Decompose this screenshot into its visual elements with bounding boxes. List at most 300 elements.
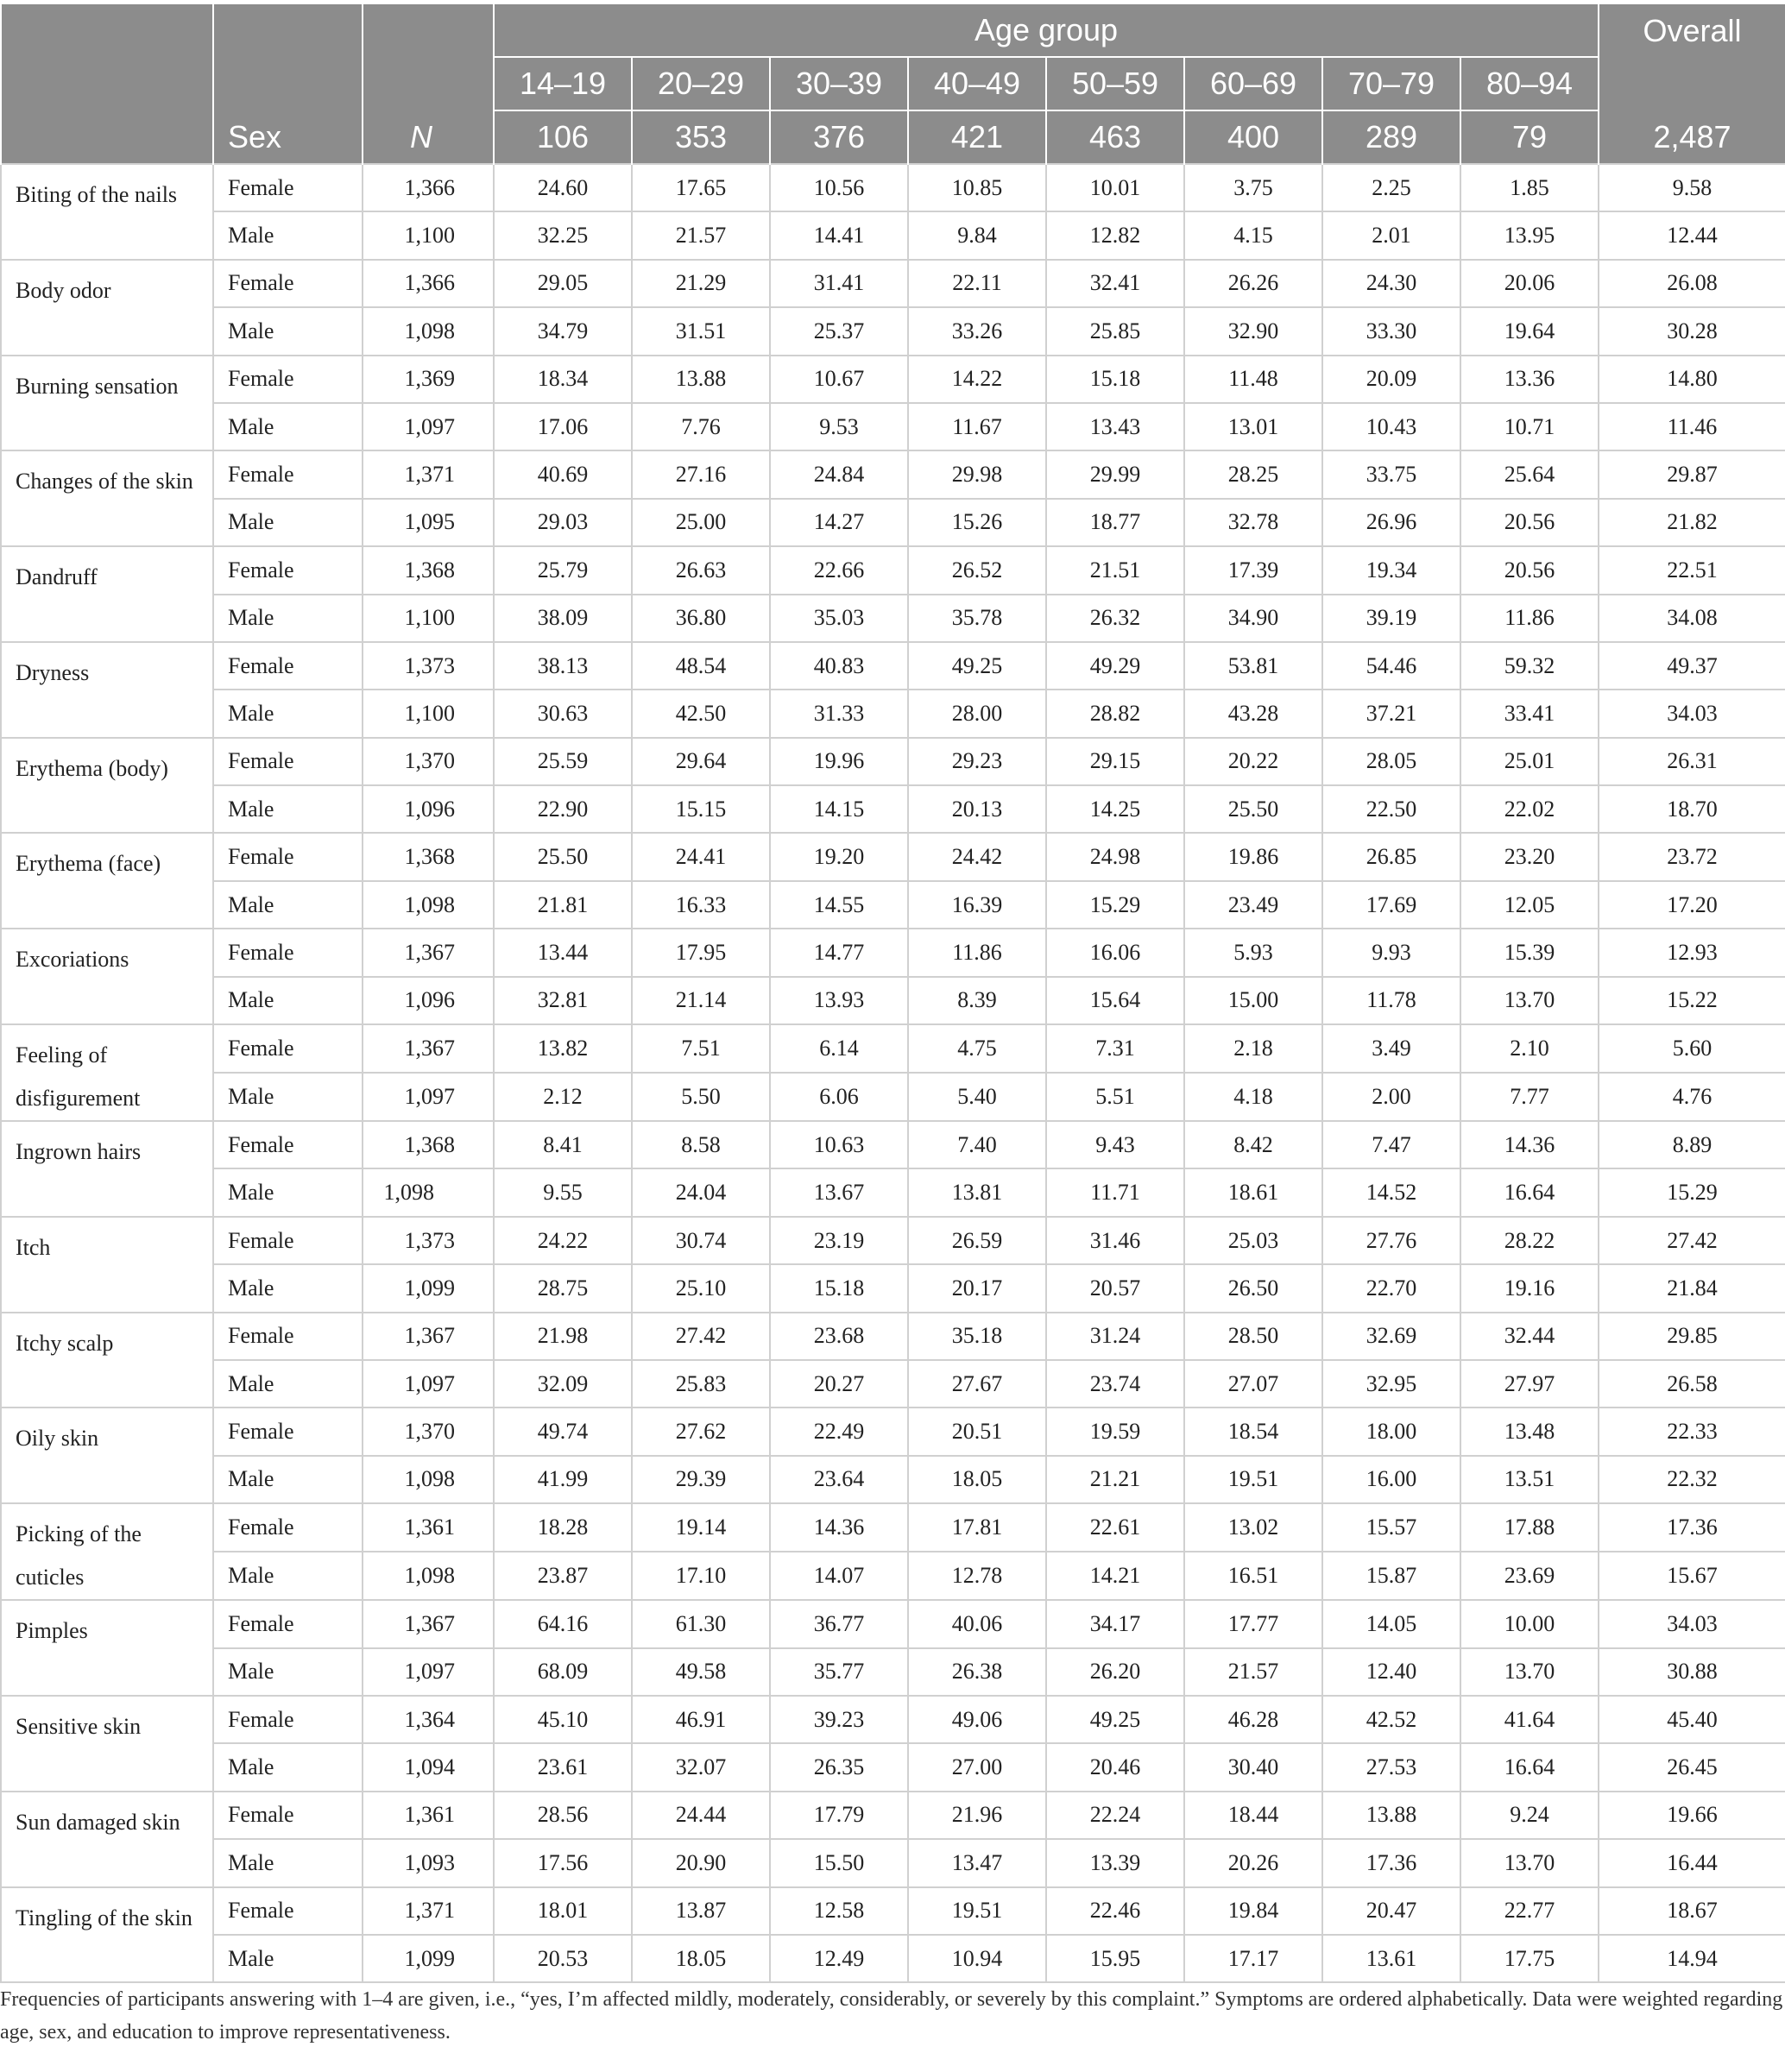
sex-cell: Female	[213, 1792, 363, 1839]
header-age-group: Age group	[494, 4, 1599, 57]
sex-cell: Female	[213, 450, 363, 498]
table-row	[1, 307, 1785, 355]
value-cell: 29.03	[494, 499, 632, 546]
value-cell: 5.93	[1184, 929, 1322, 976]
header-group-n: 353	[632, 110, 770, 164]
value-cell: 10.85	[908, 164, 1046, 211]
value-cell: 23.19	[770, 1217, 908, 1264]
value-cell: 25.37	[770, 307, 908, 355]
value-cell: 16.39	[908, 881, 1046, 929]
overall-cell: 26.31	[1599, 738, 1785, 785]
value-cell: 35.03	[770, 595, 908, 642]
value-cell: 34.17	[1046, 1600, 1184, 1647]
value-cell: 13.39	[1046, 1839, 1184, 1886]
value-cell: 14.36	[770, 1503, 908, 1552]
value-cell: 19.86	[1184, 833, 1322, 880]
value-cell: 23.69	[1460, 1552, 1599, 1600]
symptom-cell: Excoriations	[1, 929, 213, 1024]
value-cell: 15.18	[1046, 356, 1184, 403]
header-age-range: 20–29	[632, 57, 770, 110]
value-cell: 38.09	[494, 595, 632, 642]
value-cell: 19.16	[1460, 1264, 1599, 1312]
value-cell: 20.53	[494, 1935, 632, 1982]
value-cell: 17.75	[1460, 1935, 1599, 1982]
value-cell: 19.34	[1322, 546, 1460, 594]
value-cell: 43.28	[1184, 690, 1322, 737]
table-row	[1, 403, 1785, 450]
table-row	[1, 881, 1785, 929]
value-cell: 13.47	[908, 1839, 1046, 1886]
value-cell: 27.16	[632, 450, 770, 498]
symptom-cell: Body odor	[1, 260, 213, 356]
value-cell: 18.05	[908, 1456, 1046, 1503]
value-cell: 21.57	[1184, 1648, 1322, 1696]
value-cell: 15.26	[908, 499, 1046, 546]
table-row	[1, 1313, 1785, 1360]
value-cell: 20.57	[1046, 1264, 1184, 1312]
sex-cell: Male	[213, 595, 363, 642]
table-row	[1, 356, 1785, 403]
value-cell: 13.43	[1046, 403, 1184, 450]
table-row	[1, 642, 1785, 690]
value-cell: 23.87	[494, 1552, 632, 1600]
n-cell: 1,097	[363, 1648, 494, 1696]
value-cell: 16.64	[1460, 1168, 1599, 1216]
value-cell: 25.85	[1046, 307, 1184, 355]
value-cell: 20.90	[632, 1839, 770, 1886]
value-cell: 24.04	[632, 1168, 770, 1216]
value-cell: 22.50	[1322, 785, 1460, 833]
table-row	[1, 211, 1785, 259]
symptom-cell: Tingling of the skin	[1, 1887, 213, 1983]
value-cell: 13.51	[1460, 1456, 1599, 1503]
value-cell: 22.77	[1460, 1887, 1599, 1935]
overall-cell: 34.03	[1599, 1600, 1785, 1647]
value-cell: 32.90	[1184, 307, 1322, 355]
value-cell: 18.00	[1322, 1408, 1460, 1455]
table-row	[1, 1073, 1785, 1121]
value-cell: 32.07	[632, 1743, 770, 1791]
value-cell: 22.02	[1460, 785, 1599, 833]
value-cell: 14.05	[1322, 1600, 1460, 1647]
symptom-cell: Dryness	[1, 642, 213, 738]
sex-cell: Female	[213, 546, 363, 594]
value-cell: 9.24	[1460, 1792, 1599, 1839]
header-age-range: 40–49	[908, 57, 1046, 110]
value-cell: 24.41	[632, 833, 770, 880]
value-cell: 23.49	[1184, 881, 1322, 929]
value-cell: 41.99	[494, 1456, 632, 1503]
value-cell: 46.91	[632, 1696, 770, 1743]
n-cell: 1,094	[363, 1743, 494, 1791]
value-cell: 7.31	[1046, 1024, 1184, 1073]
value-cell: 25.83	[632, 1360, 770, 1408]
value-cell: 40.69	[494, 450, 632, 498]
value-cell: 31.41	[770, 260, 908, 307]
value-cell: 61.30	[632, 1600, 770, 1647]
value-cell: 10.94	[908, 1935, 1046, 1982]
value-cell: 27.53	[1322, 1743, 1460, 1791]
value-cell: 10.71	[1460, 403, 1599, 450]
overall-cell: 18.70	[1599, 785, 1785, 833]
value-cell: 7.40	[908, 1121, 1046, 1168]
sex-cell: Female	[213, 1121, 363, 1168]
symptom-cell: Pimples	[1, 1600, 213, 1696]
value-cell: 23.74	[1046, 1360, 1184, 1408]
value-cell: 19.84	[1184, 1887, 1322, 1935]
value-cell: 28.50	[1184, 1313, 1322, 1360]
table-row	[1, 1887, 1785, 1935]
value-cell: 26.52	[908, 546, 1046, 594]
n-cell: 1,096	[363, 977, 494, 1024]
value-cell: 30.74	[632, 1217, 770, 1264]
value-cell: 12.82	[1046, 211, 1184, 259]
sex-cell: Male	[213, 1073, 363, 1121]
sex-cell: Male	[213, 1264, 363, 1312]
value-cell: 13.93	[770, 977, 908, 1024]
sex-cell: Female	[213, 1503, 363, 1552]
value-cell: 23.20	[1460, 833, 1599, 880]
n-cell: 1,361	[363, 1503, 494, 1552]
value-cell: 24.44	[632, 1792, 770, 1839]
value-cell: 29.64	[632, 738, 770, 785]
value-cell: 13.44	[494, 929, 632, 976]
value-cell: 28.82	[1046, 690, 1184, 737]
header-blank-sex	[213, 4, 363, 57]
table-row	[1, 164, 1785, 211]
value-cell: 20.51	[908, 1408, 1046, 1455]
value-cell: 41.64	[1460, 1696, 1599, 1743]
value-cell: 15.18	[770, 1264, 908, 1312]
value-cell: 13.02	[1184, 1503, 1322, 1552]
symptom-cell: Biting of the nails	[1, 164, 213, 260]
overall-cell: 22.33	[1599, 1408, 1785, 1455]
table-row	[1, 546, 1785, 594]
table-row	[1, 738, 1785, 785]
value-cell: 68.09	[494, 1648, 632, 1696]
sex-cell: Female	[213, 1313, 363, 1360]
value-cell: 35.78	[908, 595, 1046, 642]
value-cell: 40.83	[770, 642, 908, 690]
header-blank-symptom-2	[1, 57, 213, 110]
sex-cell: Female	[213, 164, 363, 211]
header-group-n: 421	[908, 110, 1046, 164]
value-cell: 34.90	[1184, 595, 1322, 642]
value-cell: 22.11	[908, 260, 1046, 307]
value-cell: 18.05	[632, 1935, 770, 1982]
value-cell: 1.85	[1460, 164, 1599, 211]
value-cell: 13.48	[1460, 1408, 1599, 1455]
value-cell: 11.71	[1046, 1168, 1184, 1216]
symptom-cell: Picking of the cuticles	[1, 1503, 213, 1600]
overall-cell: 45.40	[1599, 1696, 1785, 1743]
sex-cell: Male	[213, 1360, 363, 1408]
value-cell: 7.76	[632, 403, 770, 450]
value-cell: 29.99	[1046, 450, 1184, 498]
symptom-cell: Oily skin	[1, 1408, 213, 1503]
value-cell: 42.50	[632, 690, 770, 737]
value-cell: 33.75	[1322, 450, 1460, 498]
value-cell: 17.77	[1184, 1600, 1322, 1647]
header-age-range: 60–69	[1184, 57, 1322, 110]
overall-cell: 14.94	[1599, 1935, 1785, 1982]
value-cell: 53.81	[1184, 642, 1322, 690]
value-cell: 32.69	[1322, 1313, 1460, 1360]
value-cell: 16.33	[632, 881, 770, 929]
overall-cell: 29.87	[1599, 450, 1785, 498]
table-row	[1, 1552, 1785, 1600]
value-cell: 23.64	[770, 1456, 908, 1503]
symptom-cell: Burning sensation	[1, 356, 213, 451]
value-cell: 29.15	[1046, 738, 1184, 785]
overall-cell: 11.46	[1599, 403, 1785, 450]
overall-cell: 22.51	[1599, 546, 1785, 594]
value-cell: 32.78	[1184, 499, 1322, 546]
overall-cell: 30.28	[1599, 307, 1785, 355]
value-cell: 27.97	[1460, 1360, 1599, 1408]
n-cell: 1,100	[363, 211, 494, 259]
value-cell: 9.84	[908, 211, 1046, 259]
value-cell: 21.96	[908, 1792, 1046, 1839]
n-cell: 1,096	[363, 785, 494, 833]
value-cell: 20.46	[1046, 1743, 1184, 1791]
table-row	[1, 1168, 1785, 1216]
value-cell: 36.77	[770, 1600, 908, 1647]
table-row	[1, 1935, 1785, 1982]
n-cell: 1,099	[363, 1935, 494, 1982]
sex-cell: Male	[213, 977, 363, 1024]
value-cell: 23.61	[494, 1743, 632, 1791]
value-cell: 18.44	[1184, 1792, 1322, 1839]
header-blank-n-2	[363, 57, 494, 110]
value-cell: 25.50	[1184, 785, 1322, 833]
value-cell: 28.22	[1460, 1217, 1599, 1264]
value-cell: 18.61	[1184, 1168, 1322, 1216]
value-cell: 45.10	[494, 1696, 632, 1743]
value-cell: 21.21	[1046, 1456, 1184, 1503]
overall-cell: 23.72	[1599, 833, 1785, 880]
value-cell: 3.75	[1184, 164, 1322, 211]
n-cell: 1,098	[363, 1552, 494, 1600]
value-cell: 23.68	[770, 1313, 908, 1360]
value-cell: 18.34	[494, 356, 632, 403]
overall-cell: 4.76	[1599, 1073, 1785, 1121]
overall-cell: 15.22	[1599, 977, 1785, 1024]
symptom-cell: Ingrown hairs	[1, 1121, 213, 1217]
value-cell: 27.07	[1184, 1360, 1322, 1408]
value-cell: 28.05	[1322, 738, 1460, 785]
table-row	[1, 1839, 1785, 1886]
value-cell: 13.95	[1460, 211, 1599, 259]
sex-cell: Male	[213, 1552, 363, 1600]
header-sex: Sex	[213, 110, 363, 164]
value-cell: 18.01	[494, 1887, 632, 1935]
n-cell: 1,371	[363, 450, 494, 498]
value-cell: 26.96	[1322, 499, 1460, 546]
value-cell: 24.98	[1046, 833, 1184, 880]
value-cell: 11.78	[1322, 977, 1460, 1024]
value-cell: 19.20	[770, 833, 908, 880]
value-cell: 5.40	[908, 1073, 1046, 1121]
n-cell: 1,367	[363, 1024, 494, 1073]
header-overall-n: 2,487	[1599, 110, 1785, 164]
overall-cell: 12.93	[1599, 929, 1785, 976]
value-cell: 49.58	[632, 1648, 770, 1696]
sex-cell: Female	[213, 260, 363, 307]
value-cell: 34.79	[494, 307, 632, 355]
value-cell: 2.01	[1322, 211, 1460, 259]
value-cell: 14.52	[1322, 1168, 1460, 1216]
table-row	[1, 499, 1785, 546]
header-group-n: 106	[494, 110, 632, 164]
overall-cell: 12.44	[1599, 211, 1785, 259]
sex-cell: Female	[213, 356, 363, 403]
n-cell: 1,373	[363, 1217, 494, 1264]
value-cell: 20.17	[908, 1264, 1046, 1312]
value-cell: 28.56	[494, 1792, 632, 1839]
value-cell: 12.78	[908, 1552, 1046, 1600]
value-cell: 26.50	[1184, 1264, 1322, 1312]
value-cell: 36.80	[632, 595, 770, 642]
symptom-frequency-table	[0, 4, 1785, 1983]
value-cell: 17.36	[1322, 1839, 1460, 1886]
value-cell: 17.88	[1460, 1503, 1599, 1552]
value-cell: 9.43	[1046, 1121, 1184, 1168]
value-cell: 16.64	[1460, 1743, 1599, 1791]
table-row	[1, 833, 1785, 880]
value-cell: 26.59	[908, 1217, 1046, 1264]
table-row	[1, 977, 1785, 1024]
overall-cell: 26.08	[1599, 260, 1785, 307]
value-cell: 37.21	[1322, 690, 1460, 737]
sex-cell: Female	[213, 1696, 363, 1743]
overall-cell: 34.08	[1599, 595, 1785, 642]
value-cell: 12.58	[770, 1887, 908, 1935]
sex-cell: Female	[213, 1217, 363, 1264]
table-row	[1, 1456, 1785, 1503]
value-cell: 9.53	[770, 403, 908, 450]
value-cell: 14.21	[1046, 1552, 1184, 1600]
value-cell: 32.44	[1460, 1313, 1599, 1360]
overall-cell: 18.67	[1599, 1887, 1785, 1935]
n-cell: 1,368	[363, 833, 494, 880]
table-row	[1, 785, 1785, 833]
value-cell: 2.18	[1184, 1024, 1322, 1073]
overall-cell: 9.58	[1599, 164, 1785, 211]
sex-cell: Female	[213, 1408, 363, 1455]
header-age-range: 80–94	[1460, 57, 1599, 110]
value-cell: 18.77	[1046, 499, 1184, 546]
value-cell: 17.56	[494, 1839, 632, 1886]
sex-cell: Male	[213, 211, 363, 259]
n-cell: 1,364	[363, 1696, 494, 1743]
value-cell: 17.17	[1184, 1935, 1322, 1982]
n-cell: 1,370	[363, 738, 494, 785]
value-cell: 19.96	[770, 738, 908, 785]
value-cell: 32.41	[1046, 260, 1184, 307]
overall-cell: 17.36	[1599, 1503, 1785, 1552]
value-cell: 2.10	[1460, 1024, 1599, 1073]
value-cell: 11.86	[908, 929, 1046, 976]
value-cell: 26.38	[908, 1648, 1046, 1696]
value-cell: 14.77	[770, 929, 908, 976]
value-cell: 33.30	[1322, 307, 1460, 355]
symptom-cell: Dandruff	[1, 546, 213, 642]
value-cell: 31.46	[1046, 1217, 1184, 1264]
header-group-n: 376	[770, 110, 908, 164]
value-cell: 7.47	[1322, 1121, 1460, 1168]
header-age-range: 14–19	[494, 57, 632, 110]
value-cell: 26.26	[1184, 260, 1322, 307]
value-cell: 4.75	[908, 1024, 1046, 1073]
symptom-cell: Sun damaged skin	[1, 1792, 213, 1887]
value-cell: 2.25	[1322, 164, 1460, 211]
value-cell: 35.18	[908, 1313, 1046, 1360]
header-blank-sex-2	[213, 57, 363, 110]
value-cell: 15.64	[1046, 977, 1184, 1024]
sex-cell: Male	[213, 499, 363, 546]
value-cell: 15.50	[770, 1839, 908, 1886]
value-cell: 20.56	[1460, 546, 1599, 594]
n-cell: 1,370	[363, 1408, 494, 1455]
value-cell: 42.52	[1322, 1696, 1460, 1743]
value-cell: 15.29	[1046, 881, 1184, 929]
table-row	[1, 1217, 1785, 1264]
sex-cell: Female	[213, 642, 363, 690]
value-cell: 20.47	[1322, 1887, 1460, 1935]
table-row	[1, 595, 1785, 642]
table-footnote: Frequencies of participants answering with 1–4 are given, i.e., “yes, I’m affected mildly, moderately, considerably, or severely by this complaint.” Symptoms are ordered alphabetically. Data were weighted regarding age, sex, and education to improve representativeness.	[0, 1988, 1783, 2044]
value-cell: 19.14	[632, 1503, 770, 1552]
value-cell: 17.06	[494, 403, 632, 450]
value-cell: 22.49	[770, 1408, 908, 1455]
value-cell: 14.27	[770, 499, 908, 546]
header-age-range: 30–39	[770, 57, 908, 110]
overall-cell: 27.42	[1599, 1217, 1785, 1264]
value-cell: 14.07	[770, 1552, 908, 1600]
sex-cell: Male	[213, 881, 363, 929]
value-cell: 17.39	[1184, 546, 1322, 594]
header-group-n: 79	[1460, 110, 1599, 164]
n-cell: 1,097	[363, 1073, 494, 1121]
overall-cell: 34.03	[1599, 690, 1785, 737]
header-group-n: 289	[1322, 110, 1460, 164]
value-cell: 12.49	[770, 1935, 908, 1982]
value-cell: 13.67	[770, 1168, 908, 1216]
value-cell: 4.18	[1184, 1073, 1322, 1121]
sex-cell: Male	[213, 785, 363, 833]
n-cell: 1,366	[363, 164, 494, 211]
n-cell: 1,371	[363, 1887, 494, 1935]
n-cell: 1,367	[363, 929, 494, 976]
value-cell: 31.51	[632, 307, 770, 355]
value-cell: 32.25	[494, 211, 632, 259]
value-cell: 20.26	[1184, 1839, 1322, 1886]
value-cell: 12.40	[1322, 1648, 1460, 1696]
value-cell: 26.32	[1046, 595, 1184, 642]
value-cell: 48.54	[632, 642, 770, 690]
value-cell: 20.09	[1322, 356, 1460, 403]
value-cell: 10.01	[1046, 164, 1184, 211]
table-row	[1, 1024, 1785, 1073]
n-cell: 1,098	[363, 1456, 494, 1503]
table-header	[1, 4, 1785, 164]
n-cell: 1,098	[363, 307, 494, 355]
sex-cell: Female	[213, 1600, 363, 1647]
value-cell: 26.63	[632, 546, 770, 594]
n-cell: 1,373	[363, 642, 494, 690]
table-row	[1, 1121, 1785, 1168]
